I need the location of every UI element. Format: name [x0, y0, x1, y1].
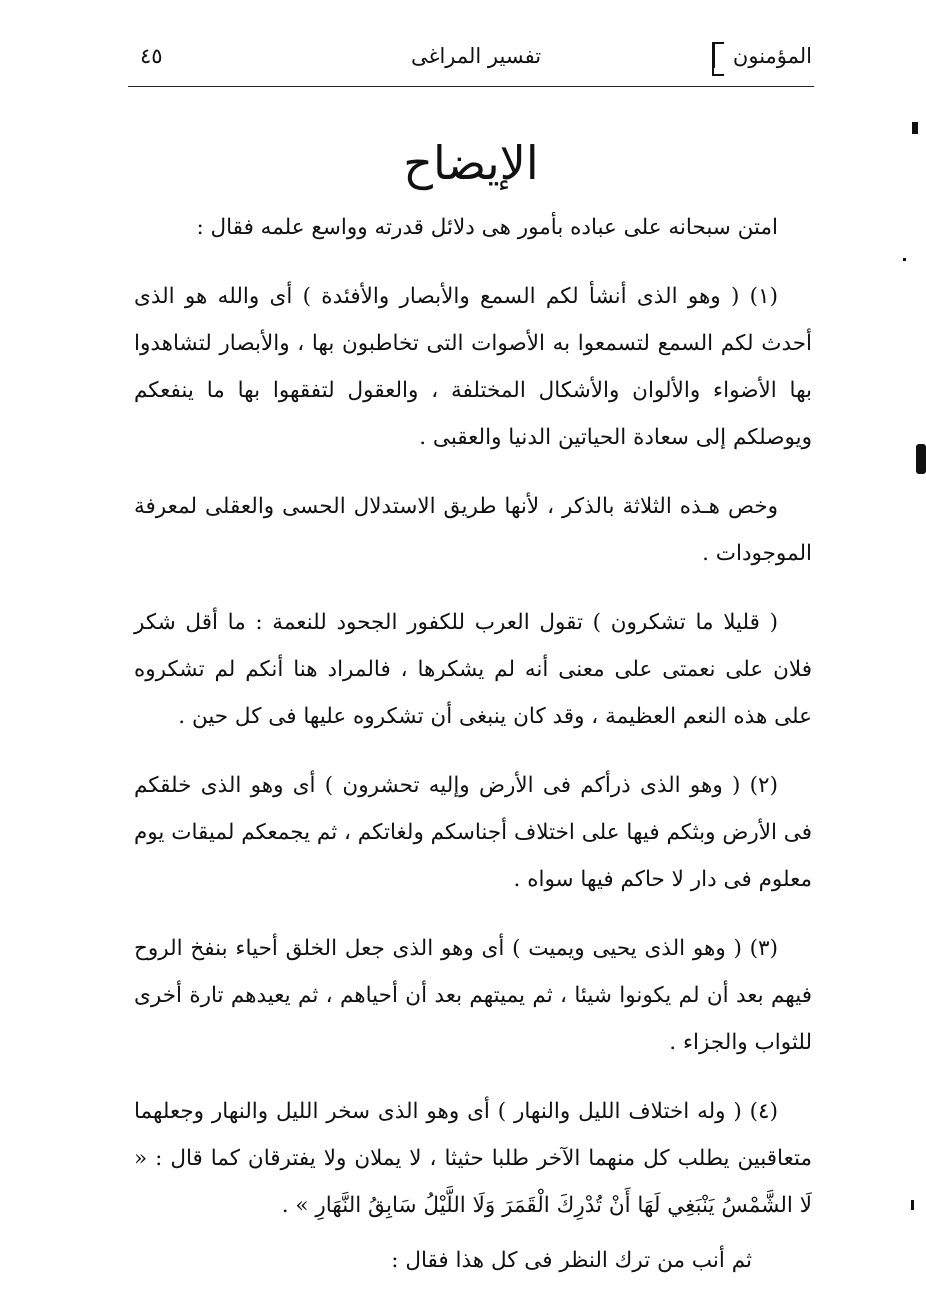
margin-mark [912, 122, 918, 134]
margin-mark [903, 258, 906, 261]
book-title: تفسير المراغى [410, 44, 542, 68]
paragraph-7: ثم أنب من ترك النظر فى كل هذا فقال : [391, 1248, 752, 1273]
body-text [134, 204, 812, 1306]
margin-mark [911, 1200, 914, 1210]
paragraph-3: ( قليلا ما تشكرون ) تقول العرب للكفور الجحود للنعمة : ما أقل شكر فلان على نعمتى على معنى أنه لم يشكرها ، فالمراد هنا أنكم لم تشكروه على هذه النعم العظيمة ، وقد كان ينبغى أن تشكروه عليها فى كل حين . [134, 610, 812, 729]
paragraph-5: (٣) ( وهو الذى يحيى ويميت ) أى وهو الذى جعل الخلق أحياء بنفخ الروح فيهم بعد أن لم يكونوا شيئا ، ثم يميتهم بعد أن أحياهم ، ثم يعيدهم تارة أخرى للثواب والجزاء . [134, 936, 812, 1055]
margin-mark [916, 444, 926, 474]
header-rule [128, 86, 814, 87]
paragraph-1: (١) ( وهو الذى أنشأ لكم السمع والأبصار والأفئدة ) أى والله هو الذى أحدث لكم السمع لتسمعوا به الأصوات التى تخاطبون بها ، والأبصار لتشاهدوا بها الأضواء والألوان والأشكال المختلفة ، والعقول لتفقهوا بها ما ينفعكم ويوصلكم إلى سعادة الحياتين الدنيا والعقبى . [134, 284, 812, 450]
paragraph-6: (٤) ( وله اختلاف الليل والنهار ) أى وهو الذى سخر الليل والنهار وجعلهما متعاقبين يطلب كل منهما الآخر طلبا حثيثا ، لا يملان ولا يفترقان كما قال : « لَا الشَّمْسُ يَنْبَغِي لَهَا أَنْ تُدْرِكَ الْقَمَرَ وَلَا اللَّيْلُ سَابِقُ النَّهَارِ » . [134, 1099, 812, 1218]
running-header [140, 38, 812, 82]
paragraph-2: وخص هـذه الثلاثة بالذكر ، لأنها طريق الاستدلال الحسى والعقلى لمعرفة الموجودات . [134, 494, 812, 566]
paragraph-intro: امتن سبحانه على عباده بأمور هى دلائل قدرته وواسع علمه فقال : [196, 215, 778, 240]
paragraph-4: (٢) ( وهو الذى ذرأكم فى الأرض وإليه تحشرون ) أى وهو الذى خلقكم فى الأرض وبثكم فيها على اختلاف أجناسكم ولغاتكم ، ثم يجمعكم لميقات يوم معلوم فى دار لا حاكم فيها سواه . [134, 773, 812, 892]
page-number: ٤٥ [140, 44, 163, 68]
section-title: الإيضاح [403, 136, 539, 190]
surah-name: المؤمنون [713, 44, 812, 68]
